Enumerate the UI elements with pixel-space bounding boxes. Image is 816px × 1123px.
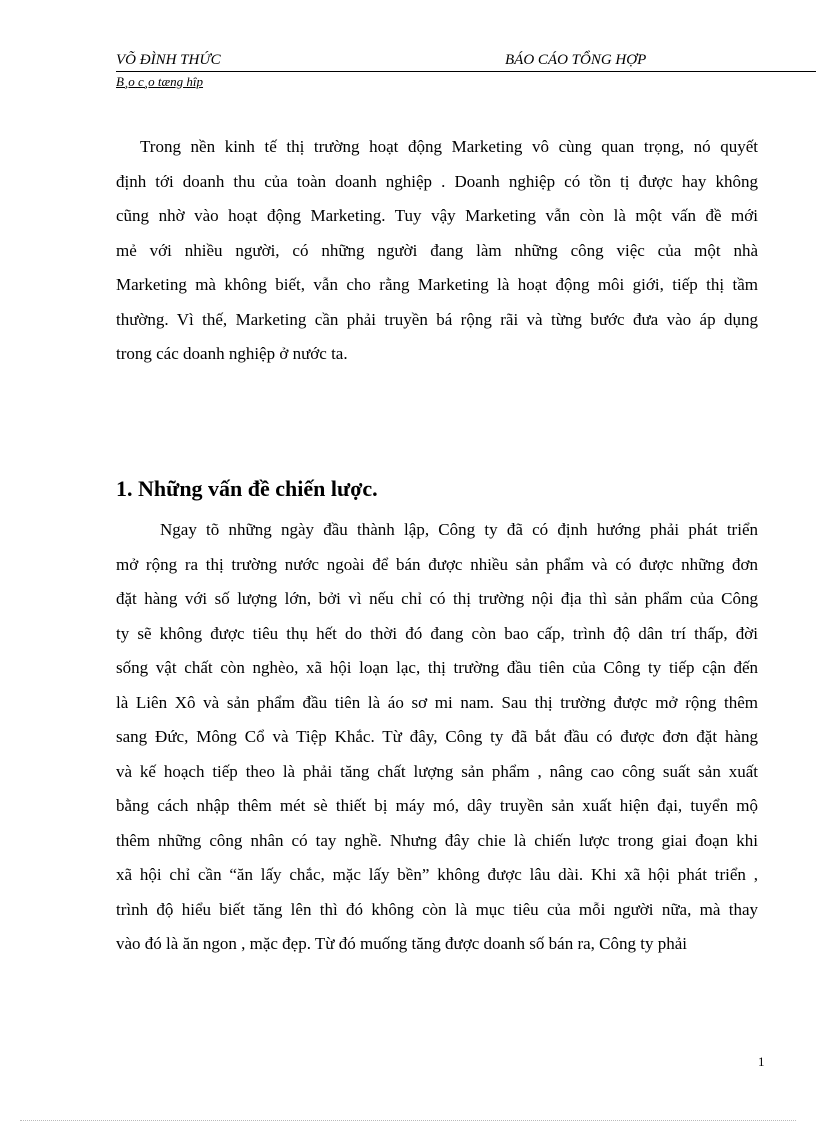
section-line: sang Đức, Mông Cổ và Tiệp Khắc. Từ đây, Công ty đã bắt đầu có được đơn đặt hàng xyxy=(116,727,758,746)
section-line: bằng cách nhập thêm mét sè thiết bị máy mó, dây truyền sản xuất hiện đại, tuyển mộ xyxy=(116,796,758,815)
section-paragraph xyxy=(116,513,758,962)
section-line: Ngay tõ những ngày đầu thành lập, Công ty đã có định hướng phải phát triển xyxy=(160,520,758,539)
page-header xyxy=(116,52,816,72)
page-bottom-divider xyxy=(20,1120,796,1121)
intro-line: trong các doanh nghiệp ở nước ta. xyxy=(116,344,348,363)
intro-line: cũng nhờ vào hoạt động Marketing. Tuy vậy Marketing vẫn còn là một vấn đề mới xyxy=(116,206,758,225)
section-line: vào đó là ăn ngon , mặc đẹp. Từ đó muống tăng được doanh số bán ra, Công ty phải xyxy=(116,934,687,953)
section-heading: 1. Những vấn đề chiến lược. xyxy=(116,476,378,501)
header-report-title: BÁO CÁO TỔNG HỢP xyxy=(505,52,647,68)
intro-line: Marketing mà không biết, vẫn cho rằng Marketing là hoạt động môi giới, tiếp thị tầm xyxy=(116,275,758,294)
section-line: ty sẽ không được tiêu thụ hết do thời đó đang còn bao cấp, trình độ dân trí thấp, đời xyxy=(116,623,758,643)
section-line: sống vật chất còn nghèo, xã hội loạn lạc, thị trường đầu tiên của Công ty tiếp cận đến xyxy=(116,658,758,677)
header-subtitle: B¸o c¸o tæng hîp xyxy=(116,74,204,89)
section-line: và kế hoạch tiếp theo là phải tăng chất lượng sản phẩm , nâng cao công suất sản xuất xyxy=(116,761,758,781)
intro-line: thường. Vì thế, Marketing cần phải truyền bá rộng rãi và từng bước đưa vào áp dụng xyxy=(116,309,758,329)
intro-line: mẻ với nhiều người, có những người đang làm những công việc của một nhà xyxy=(116,240,758,260)
section-line: xã hội chỉ cần “ăn lấy chắc, mặc lấy bền” không được lâu dài. Khi xã hội phát triển , xyxy=(116,865,758,884)
section-line: thêm những công nhân có tay nghề. Nhưng đây chie là chiến lược trong giai đoạn khi xyxy=(116,830,758,850)
section-line: mở rộng ra thị trường nước ngoài để bán được nhiều sản phẩm và có được những đơn xyxy=(116,554,758,574)
intro-paragraph xyxy=(116,130,758,372)
page-number: 1 xyxy=(758,1054,765,1069)
intro-line: Trong nền kinh tế thị trường hoạt động Marketing vô cùng quan trọng, nó quyết xyxy=(140,137,758,156)
section-line: trình độ hiểu biết tăng lên thì đó không còn là mục tiêu của mỗi người nữa, mà thay xyxy=(116,899,758,919)
header-author: VÕ ĐÌNH THỨC xyxy=(116,52,221,68)
section-line: là Liên Xô và sản phẩm đầu tiên là áo sơ mi nam. Sau thị trường được mở rộng thêm xyxy=(116,692,758,712)
intro-line: định tới doanh thu của toàn doanh nghiệp . Doanh nghiệp có tồn tị được hay không xyxy=(116,171,758,191)
section-line: đặt hàng với số lượng lớn, bởi vì nếu chỉ có thị trường nội địa thì sản phẩm của Công xyxy=(116,589,758,608)
